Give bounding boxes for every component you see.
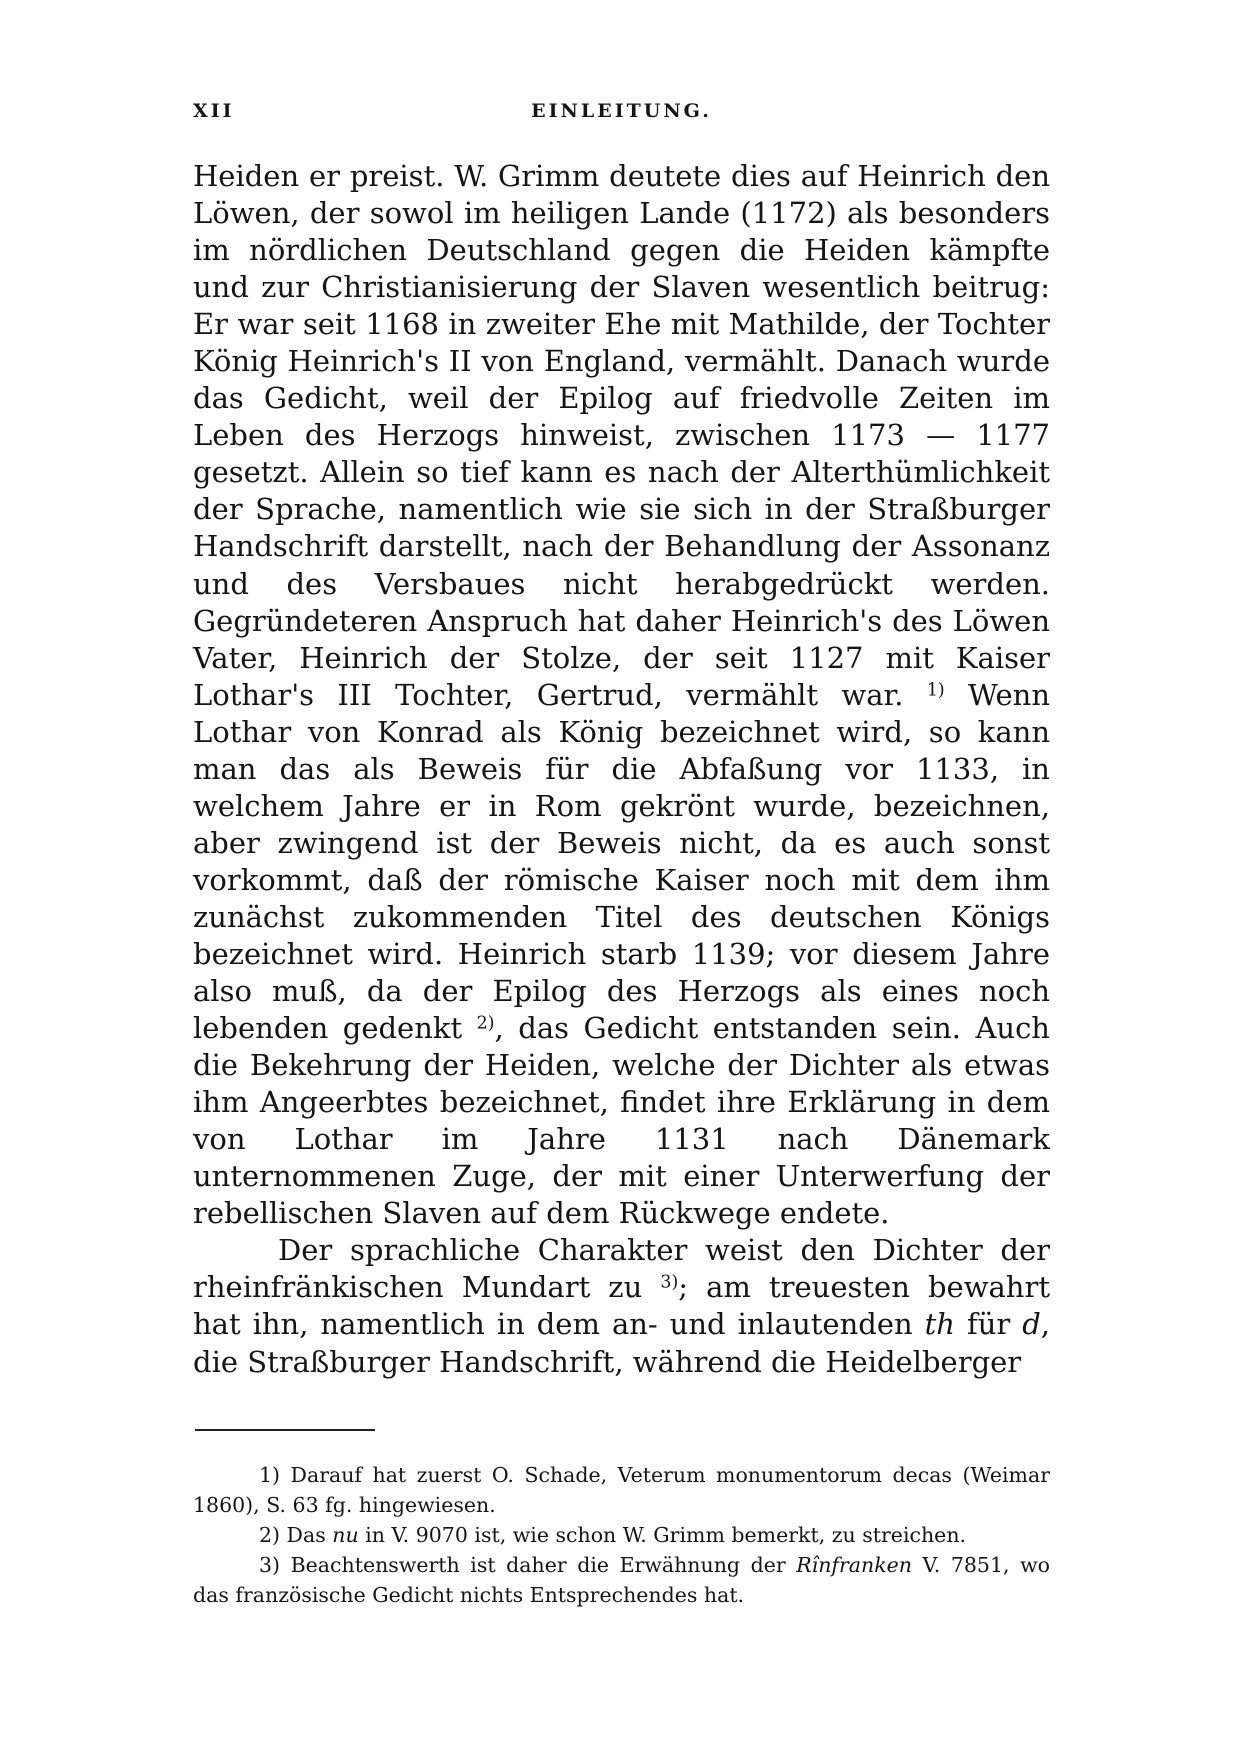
paragraph (193, 1232, 1050, 1380)
text-run: , die Straßburger Handschrift, während die Heidelberger (193, 1307, 1051, 1379)
text-run: Der sprachliche Charakter weist den Dichter der rheinfränkischen Mundart zu (193, 1233, 1050, 1305)
italic-text: d (1022, 1307, 1041, 1342)
italic-text: Rînfranken (796, 1553, 912, 1577)
footnote-reference: 2) (476, 1013, 495, 1034)
text-run: ; am treuesten bewahrt hat ihn, namentlich in dem an- und inlautenden (193, 1270, 1050, 1342)
footnote-reference: 1) (926, 680, 945, 701)
page-number: XII (193, 100, 235, 122)
text-run: Heiden er preist. W. Grimm deutete dies auf Heinrich den Löwen, der sowol im heiligen Lande (1172) als besonders im nördlichen Deutschland gegen die Heiden kämpfte und zur Christianisierung der Slaven wesentlich beitrug: Er war seit 1168 in zweiter Ehe mit Mathilde, der Tochter König Heinrich's II von England, vermählt. Danach wurde das Gedicht, weil der Epilog auf friedvolle Zeiten im Leben des Herzogs hinweist, zwischen 1173 — 1177 gesetzt. Allein so tief kann es nach der Alterthümlichkeit der Sprache, namentlich wie sie sich in der Straßburger Handschrift darstellt, nach der Behandlung der Assonanz und des Versbaues nicht herabgedrückt werden. Gegründeteren Anspruch hat daher Heinrich's des Löwen Vater, Heinrich der Stolze, der seit 1127 mit Kaiser Lothar's III Tochter, Gertrud, vermählt war. (193, 159, 1050, 712)
italic-text: nu (332, 1523, 359, 1547)
footnote-reference: 3) (660, 1272, 679, 1293)
footnote-1 (193, 1460, 1050, 1520)
text-run: Wenn Lothar von Konrad als König bezeichnet wird, so kann man das als Beweis für die Abfaßung vor 1133, in welchem Jahre er in Rom gekrönt wurde, bezeichnen, aber zwingend ist der Beweis nicht, da es auch sonst vorkommt, daß der römische Kaiser noch mit dem ihm zunächst zukommenden Titel des deutschen Königs bezeichnet wird. Heinrich starb 1139; vor diesem Jahre also muß, da der Epilog des Herzogs als eines noch lebenden gedenkt (193, 677, 1051, 1046)
footnote-text: 2) Das (259, 1523, 333, 1547)
running-title: EINLEITUNG. (531, 100, 712, 122)
footnote-text: 3) Beachtenswerth ist daher die Erwähnung der (259, 1553, 797, 1577)
footnote-text: in V. 9070 ist, wie schon W. Grimm bemerkt, zu streichen. (358, 1523, 967, 1547)
text-run: für (954, 1307, 1023, 1342)
main-text (193, 158, 1050, 1381)
footnote-3 (193, 1550, 1050, 1610)
footnote-divider (195, 1429, 375, 1431)
italic-text: th (924, 1307, 955, 1342)
footnote-text: V. 7851, wo das französische Gedicht nichts Entsprechendes hat. (193, 1553, 1050, 1607)
footnote-text: 1) Darauf hat zuerst O. Schade, Veterum monumentorum decas (Weimar 1860), S. 63 fg. hingewiesen. (193, 1463, 1050, 1517)
footnotes (193, 1460, 1050, 1610)
paragraph (193, 158, 1050, 1232)
page-header (193, 100, 1050, 128)
footnote-2 (193, 1520, 1050, 1550)
text-run: , das Gedicht entstanden sein. Auch die Bekehrung der Heiden, welche der Dichter als etwas ihm Angeerbtes bezeichnet, findet ihre Erklärung in dem von Lothar im Jahre 1131 nach Dänemark unternommenen Zuge, der mit einer Unterwerfung der rebellischen Slaven auf dem Rückwege endete. (193, 1011, 1050, 1231)
